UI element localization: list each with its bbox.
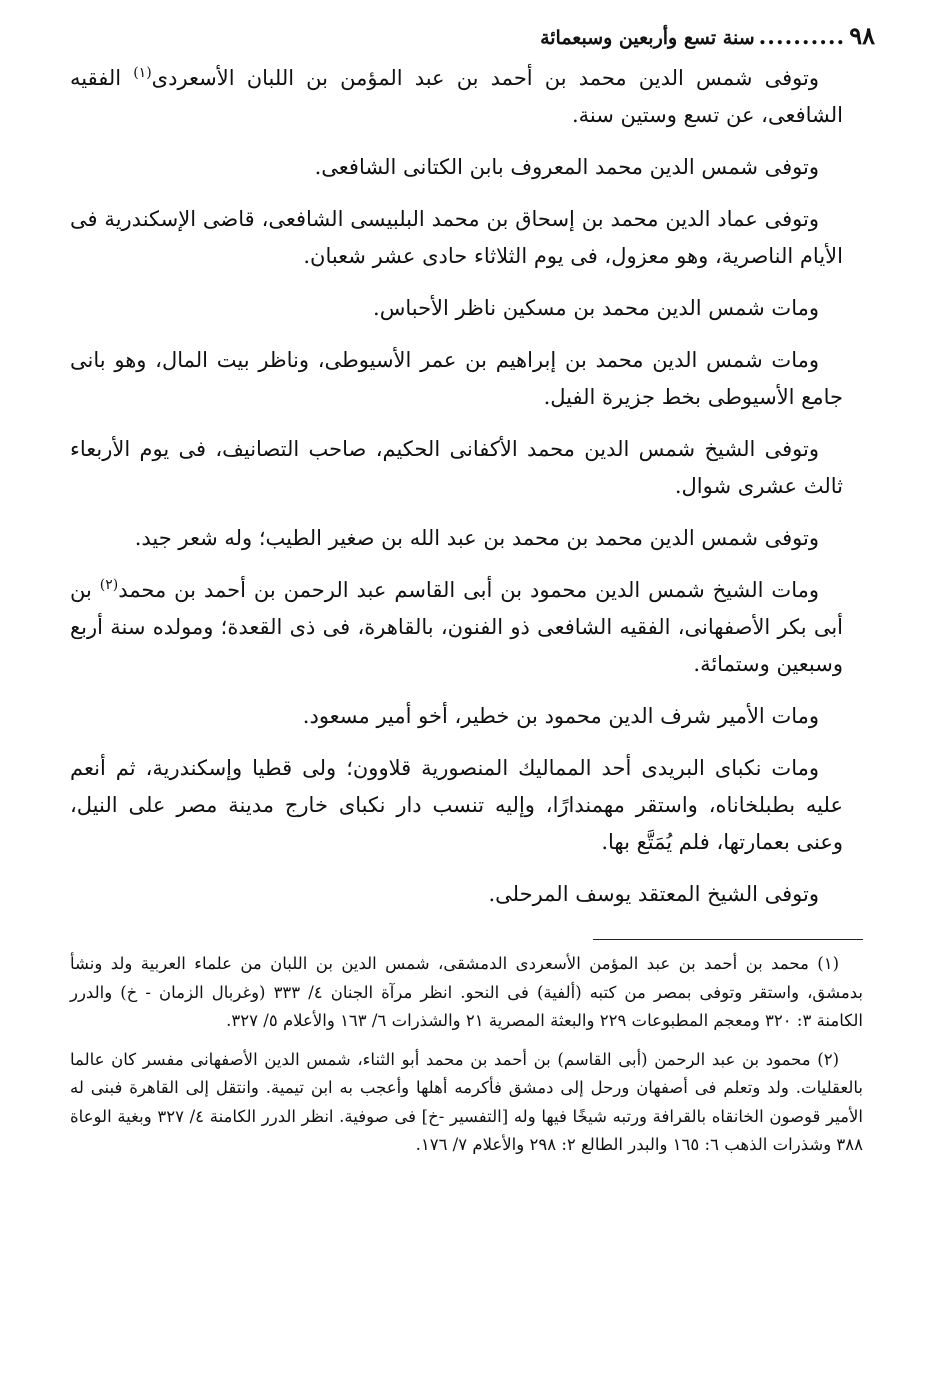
header-title: سنة تسع وأربعين وسبعمائة <box>540 27 755 49</box>
main-text <box>70 60 843 913</box>
paragraph-11: وتوفى الشيخ المعتقد يوسف المرحلى. <box>488 882 819 906</box>
paragraph-8-text-cont: بن أبى بكر الأصفهانى، الفقيه الشافعى ذو الفنون، بالقاهرة، فى ذى القعدة؛ ومولده سنة أربع وسبعين وستمائة. <box>70 578 843 676</box>
paragraph-5: ومات شمس الدين محمد بن إبراهيم بن عمر الأسيوطى، وناظر بيت المال، وهو بانى جامع الأسيوطى بخط جزيرة الفيل. <box>70 348 843 409</box>
paragraph-4: ومات شمس الدين محمد بن مسكين ناظر الأحباس. <box>373 296 819 320</box>
paragraph-9: ومات الأمير شرف الدين محمود بن خطير، أخو أمير مسعود. <box>302 704 819 728</box>
footnote-ref-2[interactable]: (٢) <box>99 577 119 593</box>
paragraph-6: وتوفى الشيخ شمس الدين محمد الأكفانى الحكيم، صاحب التصانيف، فى يوم الأربعاء ثالث عشرى شوال. <box>70 437 843 498</box>
page-number: ٩٨ <box>849 21 875 50</box>
footnote-2: (٢) محمود بن عبد الرحمن (أبى القاسم) بن أحمد بن محمد أبو الثناء، شمس الدين الأصفهانى مفسر كان عالما بالعقليات. ولد وتعلم فى أصفهان ورحل إلى دمشق فأكرمه أهلها وأعجب به ابن تيمية. وانتقل إلى القاهرة فبنى له الأمير قوصون الخانقاه بالقرافة ورتبه شيخًا فيها وله [التفسير -خ] فى صوفية. انظر الدرر الكامنة ٤/ ٣٢٧ وبغية الوعاة ٣٨٨ وشذرات الذهب ٦: ١٦٥ والبدر الطالع ٢: ٢٩٨ والأعلام ٧/ ١٧٦. <box>70 1049 863 1154</box>
paragraph-1-text: وتوفى شمس الدين محمد بن أحمد بن عبد المؤمن بن اللبان الأسعردى <box>151 66 819 90</box>
paragraph-10: ومات نكباى البريدى أحد المماليك المنصورية قلاوون؛ ولى قطيا وإسكندرية، ثم أنعم عليه بطبلخاناه، واستقر مهمندارًا، وإليه تنسب دار نكباى خارج مدينة مصر على النيل، وعنى بعمارتها، فلم يُمَتَّع بها. <box>70 756 843 854</box>
running-header <box>70 22 875 52</box>
footnote-ref-1[interactable]: (١) <box>133 65 152 81</box>
paragraph-8 <box>70 572 843 683</box>
paragraph-2: وتوفى شمس الدين محمد المعروف بابن الكتانى الشافعى. <box>314 155 819 179</box>
footnote-1: (١) محمد بن أحمد بن عبد المؤمن الأسعردى الدمشقى، شمس الدين بن اللبان من علماء العربية ولد ونشأ بدمشق، واستقر وتوفى بمصر من كتبه (ألفية) فى النحو. انظر مرآة الجنان ٤/ ٣٣٣ (وغربال الزمان - خ) والدرر الكامنة ٣: ٣٢٠ ومعجم المطبوعات ٢٢٩ والبعثة المصرية ٢١ والشذرات ٦/ ١٦٣ والأعلام ٥/ ٣٢٧. <box>70 954 864 1030</box>
paragraph-1-text-cont: الفقيه الشافعى، عن تسع وستين سنة. <box>70 66 843 127</box>
paragraph-8-text: ومات الشيخ شمس الدين محمود بن أبى القاسم عبد الرحمن بن أحمد بن محمد <box>118 578 819 602</box>
paragraph-3: وتوفى عماد الدين محمد بن إسحاق بن محمد البلبيسى الشافعى، قاضى الإسكندرية فى الأيام الناصرية، وهو معزول، فى يوم الثلاثاء حادى عشر شعبان. <box>70 207 843 268</box>
paragraph-1 <box>70 60 843 134</box>
footnote-divider <box>593 939 863 940</box>
dot-leader: .......... <box>758 24 846 50</box>
paragraph-7: وتوفى شمس الدين محمد بن محمد بن عبد الله بن صغير الطيب؛ وله شعر جيد. <box>134 526 819 550</box>
footnotes <box>70 950 863 1160</box>
